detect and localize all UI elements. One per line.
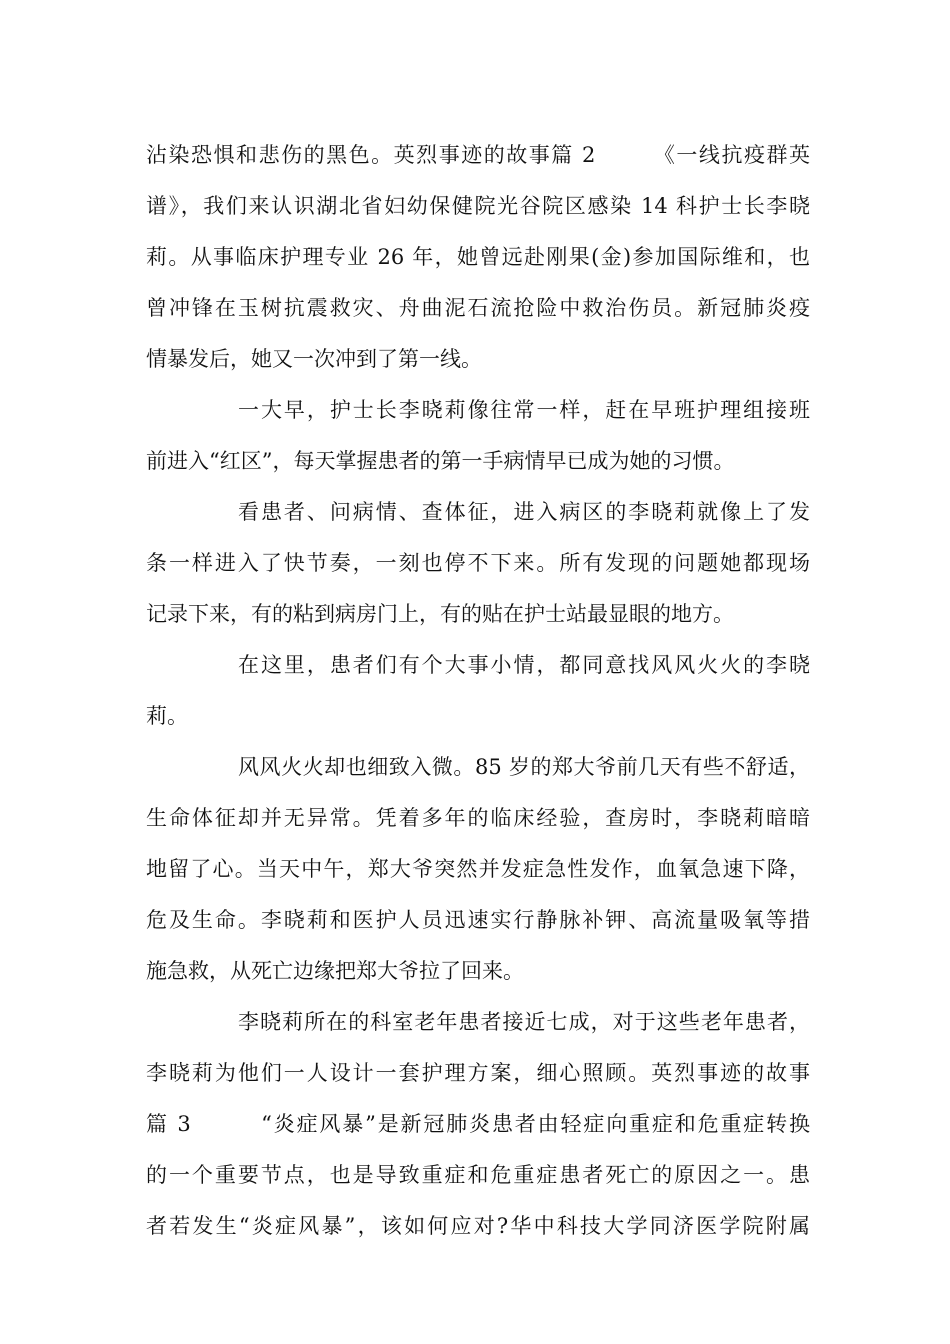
text-line: 生命体征却并无异常。凭着多年的临床经验，查房时，李晓莉暗暗 <box>146 806 810 830</box>
text-line: 篇 3 “炎症风暴”是新冠肺炎患者由轻症向重症和危重症转换 <box>146 1112 810 1136</box>
text-line: 谱》，我们来认识湖北省妇幼保健院光谷院区感染 14 科护士长李晓 <box>146 194 810 218</box>
paragraph-first-line: 看患者、问病情、查体征，进入病区的李晓莉就像上了发 <box>238 500 810 524</box>
text-line: 的一个重要节点，也是导致重症和危重症患者死亡的原因之一。患 <box>146 1163 810 1187</box>
document-body <box>146 130 810 1252</box>
text-line: 李晓莉为他们一人设计一套护理方案，细心照顾。英烈事迹的故事 <box>146 1061 810 1085</box>
text-line: 记录下来，有的粘到病房门上，有的贴在护士站最显眼的地方。 <box>146 602 734 626</box>
text-line: 前进入“红区”，每天掌握患者的第一手病情早已成为她的习惯。 <box>146 449 735 473</box>
text-line: 条一样进入了快节奏，一刻也停不下来。所有发现的问题她都现场 <box>146 551 810 575</box>
paragraph-first-line: 在这里，患者们有个大事小情，都同意找风风火火的李晓 <box>238 653 810 677</box>
text-line: 施急救，从死亡边缘把郑大爷拉了回来。 <box>146 959 524 983</box>
text-line: 曾冲锋在玉树抗震救灾、舟曲泥石流抢险中救治伤员。新冠肺炎疫 <box>146 296 810 320</box>
text-line: 地留了心。当天中午，郑大爷突然并发症急性发作，血氧急速下降， <box>146 857 810 881</box>
text-line: 危及生命。李晓莉和医护人员迅速实行静脉补钾、高流量吸氧等措 <box>146 908 810 932</box>
paragraph-first-line: 一大早，护士长李晓莉像往常一样，赶在早班护理组接班 <box>238 398 810 422</box>
text-line: 情暴发后，她又一次冲到了第一线。 <box>146 347 482 371</box>
text-line: 沾染恐惧和悲伤的黑色。英烈事迹的故事篇 2 《一线抗疫群英 <box>146 143 810 167</box>
paragraph-first-line: 风风火火却也细致入微。85 岁的郑大爷前几天有些不舒适， <box>238 755 810 779</box>
text-line: 莉。 <box>146 704 188 728</box>
paragraph-first-line: 李晓莉所在的科室老年患者接近七成，对于这些老年患者， <box>238 1010 810 1034</box>
text-line: 莉。从事临床护理专业 26 年，她曾远赴刚果(金)参加国际维和，也 <box>146 245 810 269</box>
text-line: 者若发生“炎症风暴”，该如何应对?华中科技大学同济医学院附属 <box>146 1214 810 1238</box>
